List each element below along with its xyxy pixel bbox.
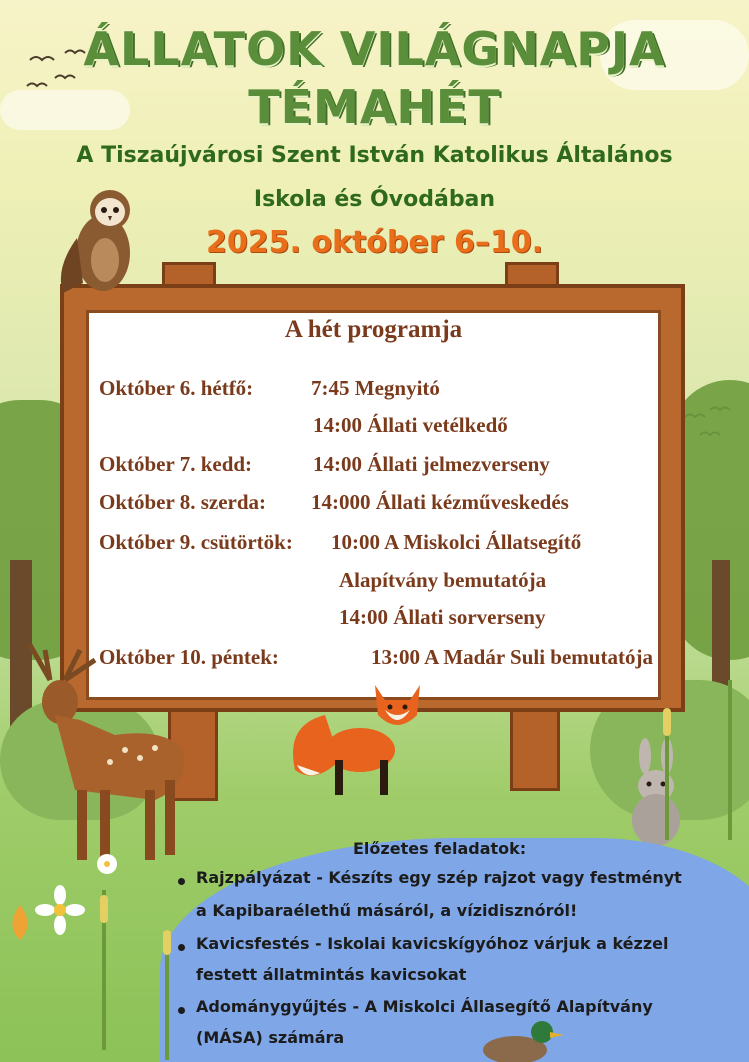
program-item: 7:45 Megnyitó [311, 376, 440, 400]
task-item: Rajzpályázat - Készíts egy szép rajzot vagy festményt [196, 868, 682, 887]
program-item: 14:000 Állati kézműveskedés [311, 490, 569, 514]
program-item: 14:00 Állati vetélkedő [313, 413, 508, 437]
tasks-heading: Előzetes feladatok: [353, 839, 527, 858]
school-name-line2: Iskola és Óvodában [253, 187, 496, 212]
poster-title-line2: TÉMAHÉT [248, 80, 501, 134]
task-item-cont: festett állatmintás kavicsokat [196, 965, 467, 984]
sign-post [510, 705, 560, 791]
task-item-cont: a Kapibaraélethű másáról, a vízidisznóról! [196, 901, 578, 920]
event-date: 2025. október 6–10. [206, 225, 543, 260]
duck-icon [480, 1018, 570, 1062]
program-day: Október 10. péntek: [99, 645, 279, 669]
reed [163, 930, 171, 955]
school-name: A Tiszaújvárosi Szent István Katolikus Általános [76, 143, 673, 168]
poster-title: ÁLLATOK VILÁGNAPJA [83, 22, 666, 76]
task-item-cont: (MÁSA) számára [196, 1028, 345, 1047]
program-heading: A hét programja [284, 316, 463, 343]
program-day: Október 6. hétfő: [99, 376, 254, 400]
flower-icon [95, 852, 119, 876]
task-item: Adománygyűjtés - A Miskolci Állasegítő Alapítvány [196, 997, 653, 1016]
flower-icon [35, 885, 85, 935]
reed [728, 680, 732, 840]
program-item: 14:00 Állati sorverseny [339, 605, 546, 629]
bullet-icon [178, 878, 185, 885]
program-item: Alapítvány bemutatója [339, 568, 547, 592]
reed [663, 708, 671, 736]
owl-icon [55, 188, 140, 296]
program-day: Október 9. csütörtök: [99, 530, 293, 554]
reed [100, 895, 108, 923]
program-day: Október 8. szerda: [99, 490, 267, 514]
program-item: 14:00 Állati jelmezverseny [313, 452, 550, 476]
task-item: Kavicsfestés - Iskolai kavicskígyóhoz várjuk a kézzel [196, 934, 669, 953]
bullet-icon [178, 944, 185, 951]
flower-icon [0, 900, 40, 960]
rabbit-icon [625, 738, 690, 848]
program-item: 13:00 A Madár Suli bemutatója [371, 645, 653, 669]
fox-icon [285, 675, 435, 800]
program-day: Október 7. kedd: [99, 452, 253, 476]
deer-icon [5, 640, 205, 870]
bullet-icon [178, 1007, 185, 1014]
program-item: 10:00 A Miskolci Állatsegítő [331, 530, 582, 554]
